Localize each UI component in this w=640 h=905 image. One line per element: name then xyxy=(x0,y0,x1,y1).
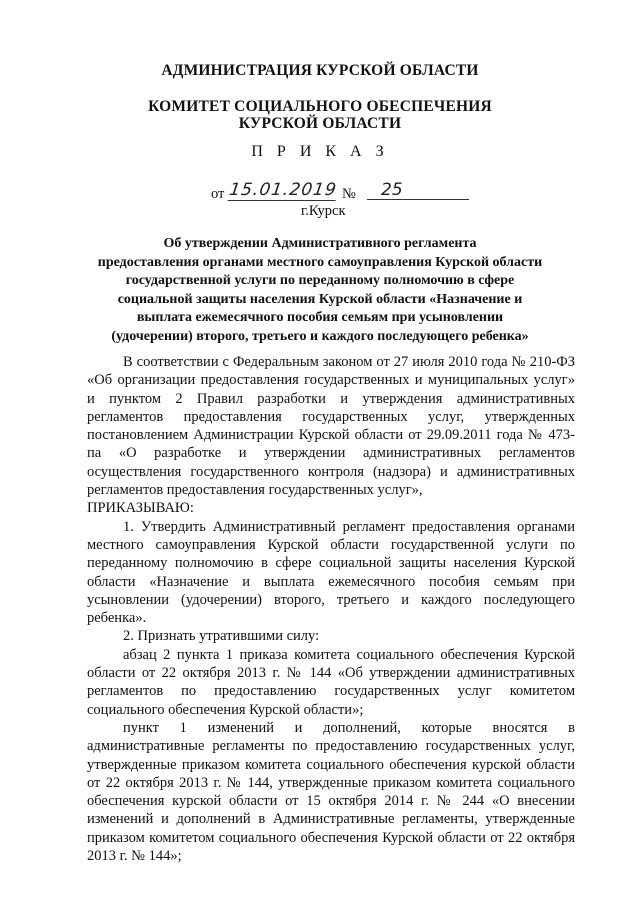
item-2-subparagraph-a: абзац 2 пункта 1 приказа комитета социального обеспечения Курской области от 22 октября 2013 г. № 144 «Об утверждении административных регламентов по предоставлению государственных услуг комитетом социального обеспечения Курской области»; xyxy=(87,646,575,718)
order-subject xyxy=(70,235,570,347)
city-name: г.Курск xyxy=(301,203,346,219)
item-2-paragraph: 2. Признать утратившими силу: xyxy=(123,628,320,645)
order-command: ПРИКАЗЫВАЮ: xyxy=(87,500,194,517)
committee-title-line2: КУРСКОЙ ОБЛАСТИ xyxy=(238,115,402,132)
subject-line: государственной услуги по переданному полномочию в сфере xyxy=(125,273,515,289)
preamble-paragraph: В соответствии с Федеральным законом от 27 июля 2010 года № 210-ФЗ «Об организации предоставления государственных и муниципальных услуг» и пунктом 2 Правил разработки и утверждения административных регламентов предоставления государственных услуг, утвержденных постановлением Администрации Курской области от 29.09.2011 года № 473-па «О разработке и утверждении административных регламентов осуществления государственного контроля (надзора) и административных регламентов предоставления государственных услуг», xyxy=(87,354,575,499)
administration-title: АДМИНИСТРАЦИЯ КУРСКОЙ ОБЛАСТИ xyxy=(161,62,479,79)
subject-line: предоставления органами местного самоуправления Курской области xyxy=(97,254,543,270)
subject-line: выплата ежемесячного пособия семьям при усыновлении xyxy=(136,310,504,326)
order-body xyxy=(87,353,575,865)
committee-title-line1: КОМИТЕТ СОЦИАЛЬНОГО ОБЕСПЕЧЕНИЯ xyxy=(148,98,492,115)
item-1-paragraph: 1. Утвердить Административный регламент предоставления органами местного самоуправления Курской области государственной услуги по переданному полномочию в сфере социальной защиты населения Курской области «Назначение и выплата ежемесячного пособия семьям при усыновлении (удочерении) второго, третьего и каждого последующего ребенка». xyxy=(87,518,575,627)
item-2-subparagraph-b: пункт 1 изменений и дополнений, которые вносятся в административные регламенты по предоставлению государственных услуг, утвержденные приказом комитета социального обеспечения курской области от 22 октября 2013 г. № 144, утвержденные приказом комитета социального обеспечения курской области от 15 октября 2014 г. № 244 «О внесении изменений и дополнений в Административные регламенты, утвержденные приказом комитетом социального обеспечения Курской области от 22 октября 2013 г. № 144»; xyxy=(87,719,575,865)
subject-line: Об утверждении Административного регламента xyxy=(163,236,477,251)
date-prefix: от xyxy=(211,186,225,202)
handwritten-number: 25 xyxy=(367,180,469,200)
number-sign: № xyxy=(342,186,356,202)
subject-line: социальной защиты населения Курской области «Назначение и xyxy=(117,291,523,307)
document-type: П Р И К А З xyxy=(251,143,389,160)
administration-heading xyxy=(0,62,640,79)
handwritten-date: 15.01.2019 xyxy=(227,180,339,200)
committee-heading xyxy=(0,98,640,132)
subject-line: (удочерении) второго, третьего и каждого последующего ребенка» xyxy=(111,328,529,344)
